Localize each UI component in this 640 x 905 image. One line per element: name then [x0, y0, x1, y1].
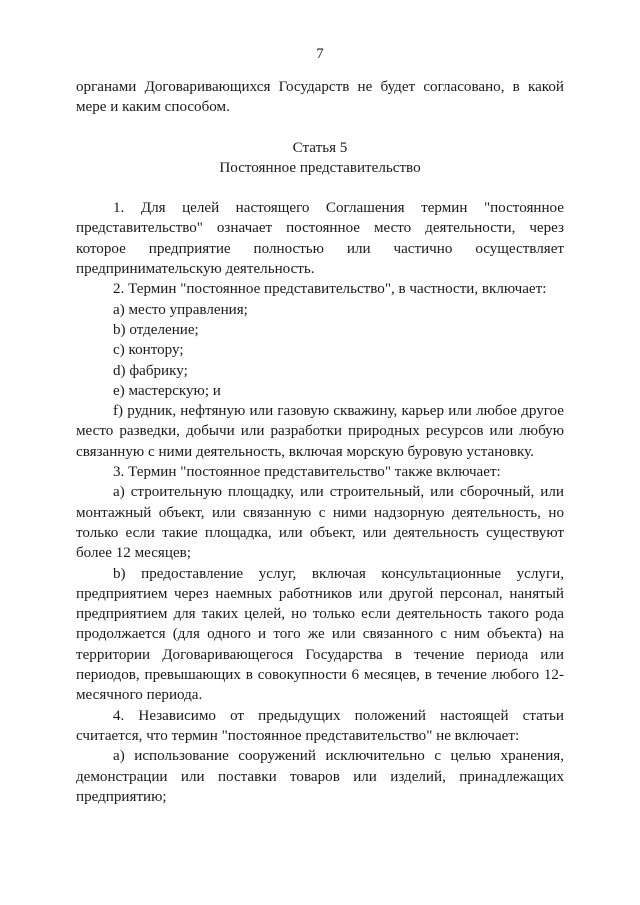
- list-item-2b: b) отделение;: [113, 321, 199, 338]
- list-item-4a: a) использование сооружений исключительно с целью хранения, демонстрации или поставки товаров или изделий, принадлежащих предприятию;: [76, 748, 564, 805]
- article-heading: Статья 5: [292, 139, 348, 156]
- list-item-2e: e) мастерскую; и: [113, 382, 221, 399]
- page-number: 7: [316, 46, 324, 62]
- paragraph-4: 4. Независимо от предыдущих положений настоящей статьи считается, что термин "постоянное представительство" не включает:: [76, 707, 564, 744]
- list-item-3a: a) строительную площадку, или строительный, или сборочный, или монтажный объект, или связанную с ними надзорную деятельность, но только если такие площадка, или объект, или деятельность существуют более 12 месяцев;: [76, 484, 564, 562]
- paragraph-3: 3. Термин "постоянное представительство" также включает:: [113, 464, 501, 481]
- paragraph-1: 1. Для целей настоящего Соглашения термин "постоянное представительство" означает постоянное место деятельности, через которое предприятие полностью или частично осуществляет предпринимательскую деятельность.: [76, 200, 564, 278]
- paragraph-2: 2. Термин "постоянное представительство", в частности, включает:: [113, 281, 547, 298]
- list-item-2d: d) фабрику;: [113, 362, 188, 379]
- list-item-2a: a) место управления;: [113, 301, 248, 318]
- list-item-2f: f) рудник, нефтяную или газовую скважину, карьер или любое другое место разведки, добычи или разработки природных ресурсов или любую связанную с ними деятельность, включая морскую буровую установку.: [76, 403, 564, 460]
- article-title: Постоянное представительство: [219, 159, 421, 176]
- list-item-3b: b) предоставление услуг, включая консультационные услуги, предприятием через наемных работников или другой персонал, нанятый предприятием для таких целей, но только если деятельность такого рода продолжается (для одного и того же или связанного с ним объекта) на территории Договаривающегося Государства в течение периода или периодов, превышающих в совокупности 6 месяцев, в течение любого 12-месячного периода.: [76, 565, 564, 704]
- document-body: [76, 77, 564, 807]
- intro-paragraph: органами Договаривающихся Государств не будет согласовано, в какой мере и каким способом.: [76, 79, 564, 116]
- list-item-2c: c) контору;: [113, 342, 184, 359]
